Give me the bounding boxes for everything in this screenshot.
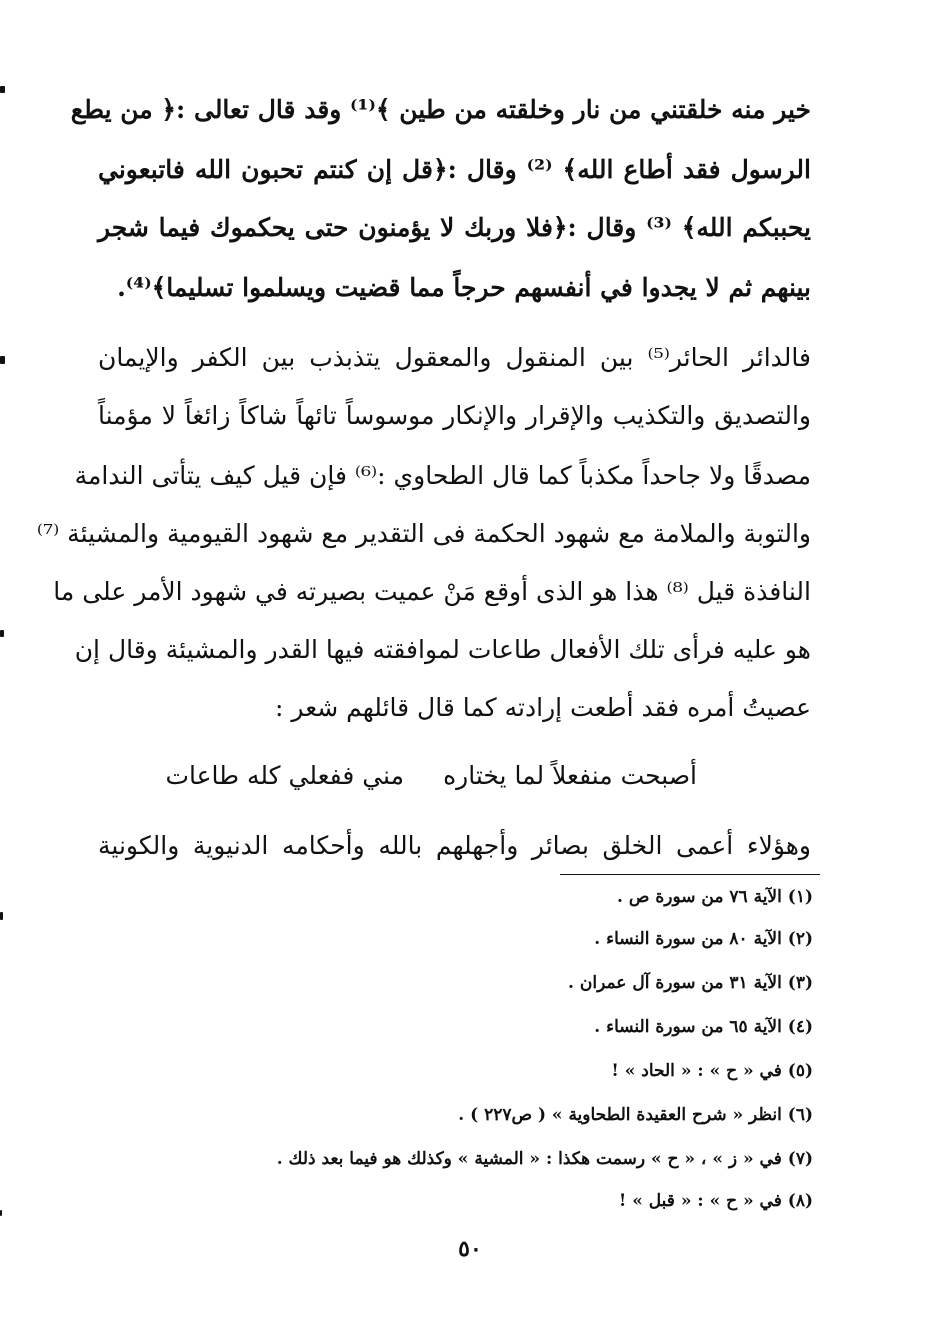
body-line-7: مصدقًا ولا جاحداً مكذباً كما قال الطحاوي :⁽⁶⁾ فإن قيل كيف يتأتى الندامة: [74, 461, 811, 490]
scan-mark: [0, 86, 5, 93]
body-line-10: هو عليه فرأى تلك الأفعال طاعات لموافقته فيها القدر والمشيئة وقال إن: [74, 635, 811, 664]
body-line-5: فالدائر الحائر⁽⁵⁾ بين المنقول والمعقول يتذبذب بين الكفر والإيمان: [98, 343, 811, 372]
body-line-4: بينهم ثم لا يجدوا في أنفسهم حرجاً مما قضيت ويسلموا تسليما﴾⁽⁴⁾.: [117, 273, 811, 302]
body-line-3: يحببكم الله﴾ ⁽³⁾ وقال :﴿فلا وربك لا يؤمنون حتى يحكموك فيما شجر: [98, 213, 811, 242]
footnote-7: (٧) في « ز » ، « ح » رسمت هكذا : « المشية » وكذلك هو فيما بعد ذلك .: [276, 1149, 813, 1169]
verse-first-hemistich: أصبحت منفعلاً لما يختاره: [443, 761, 697, 790]
body-line-9: النافذة قيل ⁽⁸⁾ هذا هو الذى أوقع مَنْ عميت بصيرته في شهود الأمر على ما: [53, 577, 811, 606]
scan-mark: [0, 630, 4, 637]
footnote-8: (٨) في « ح » : « قبل » !: [618, 1191, 813, 1211]
body-line-2: الرسول فقد أطاع الله﴾ ⁽²⁾ وقال :﴿قل إن كنتم تحبون الله فاتبعوني: [98, 155, 811, 184]
scan-mark: [0, 1210, 2, 1216]
footnote-3: (٣) الآية ٣١ من سورة آل عمران .: [568, 973, 813, 993]
closing-line: وهؤلاء أعمى الخلق بصائر وأجهلهم بالله وأحكامه الدنيوية والكونية: [98, 831, 811, 860]
verse-second-hemistich: مني ففعلي كله طاعات: [165, 761, 404, 790]
footnote-separator: [560, 874, 820, 875]
scan-mark: [0, 912, 3, 920]
footnote-4: (٤) الآية ٦٥ من سورة النساء .: [594, 1017, 813, 1037]
footnote-6: (٦) انظر « شرح العقيدة الطحاوية » ( ص٢٢٧ ) .: [458, 1105, 813, 1125]
body-line-6: والتصديق والتكذيب والإقرار والإنكار موسوساً تائهاً شاكاً زائغاً لا مؤمناً: [98, 401, 811, 430]
page-number: ٥٠: [458, 1236, 482, 1262]
body-line-1: خير منه خلقتني من نار وخلقته من طين ﴾⁽¹⁾ وقد قال تعالى :﴿ من يطع: [70, 95, 811, 124]
footnote-5: (٥) في « ح » : « الحاد » !: [611, 1061, 813, 1081]
body-line-11: عصيتُ أمره فقد أطعت إرادته كما قال قائلهم شعر :: [275, 693, 811, 722]
footnote-2: (٢) الآية ٨٠ من سورة النساء .: [594, 929, 813, 949]
footnote-1: (١) الآية ٧٦ من سورة ص .: [617, 887, 813, 907]
body-line-8: والتوبة والملامة مع شهود الحكمة فى التقدير مع شهود القيومية والمشيئة ⁽⁷⁾: [36, 519, 811, 548]
scan-mark: [0, 356, 5, 364]
